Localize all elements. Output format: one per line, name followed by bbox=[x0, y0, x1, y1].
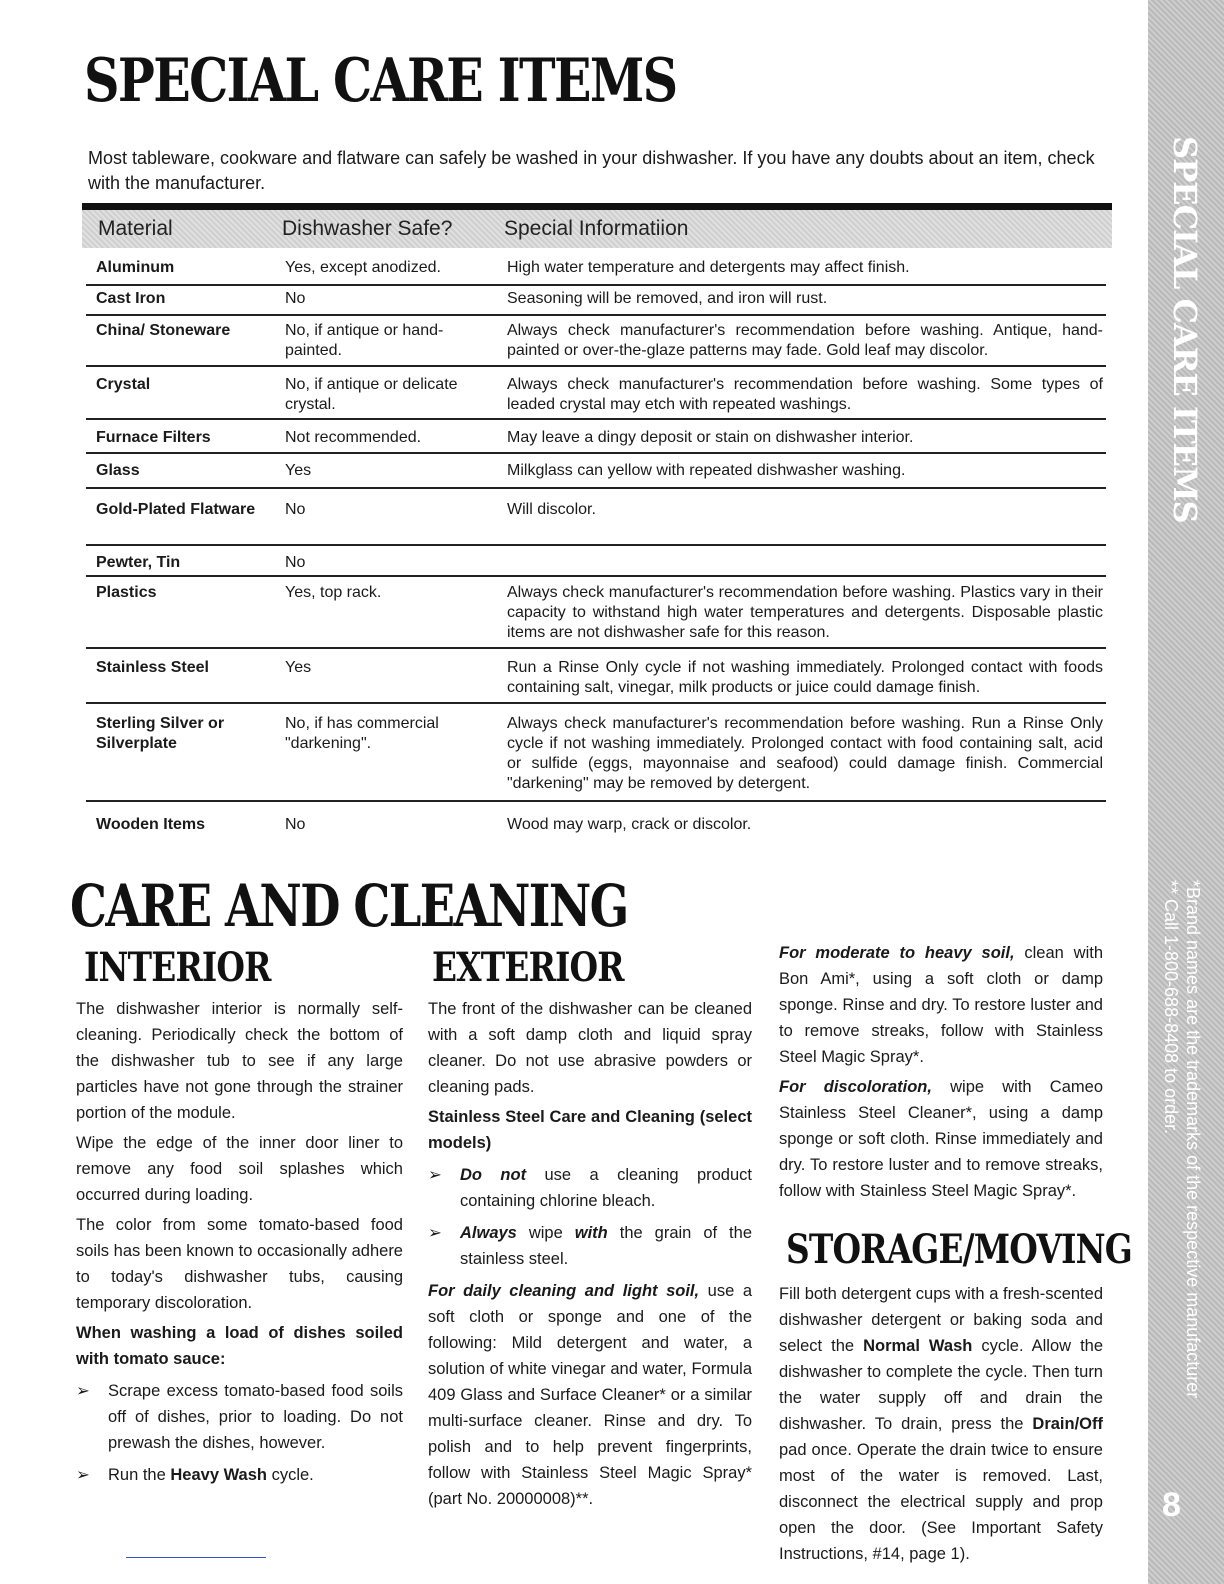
table-row bbox=[86, 258, 1106, 286]
material-cell: Cast Iron bbox=[96, 290, 166, 307]
stainless-heading: Stainless Steel Care and Cleaning (select models) bbox=[428, 1108, 752, 1152]
table-row bbox=[86, 815, 1106, 837]
discoloration-label: For discoloration, bbox=[779, 1078, 932, 1096]
material-cell: Furnace Filters bbox=[96, 429, 211, 446]
material-cell: Gold-Plated Flatware bbox=[96, 501, 256, 518]
table-top-rule bbox=[82, 203, 1112, 210]
bullet-text: Run the bbox=[108, 1466, 171, 1484]
stainless-column bbox=[779, 940, 1103, 1204]
material-cell: Glass bbox=[96, 462, 140, 479]
order-note: ** Call 1-800-688-8408 to order. bbox=[1161, 880, 1181, 1135]
table-row bbox=[86, 500, 1106, 546]
list-item bbox=[76, 1378, 403, 1456]
material-cell: Aluminum bbox=[96, 259, 175, 276]
daily-cleaning-text bbox=[428, 1278, 752, 1512]
material-cell: China/ Stoneware bbox=[96, 322, 231, 339]
table-row bbox=[86, 714, 1106, 802]
safe-cell: No, if has commercial "darkening". bbox=[285, 715, 439, 752]
table-row bbox=[86, 428, 1106, 454]
material-cell: Sterling Silver or Silverplate bbox=[96, 715, 225, 752]
intro-text: Most tableware, cookware and flatware can safely be washed in your dishwasher. If you have any doubts about an item, check with the manufacturer. bbox=[88, 148, 1095, 193]
table-row bbox=[86, 553, 1106, 577]
bullet-text: use a cleaning product containing chlorine bleach. bbox=[460, 1166, 752, 1210]
info-cell: Always check manufacturer's recommendation before washing. Run a Rinse Only cycle if not washing immediately. Prolonged contact with food containing salt, acid or sulfide (eggs, mayonnaise and seafood) could damage finish. Commercial "darkening" may be removed by detergent. bbox=[507, 715, 1103, 792]
safe-cell: Not recommended. bbox=[285, 429, 422, 446]
arrow-bullet-icon: ➢ bbox=[428, 1166, 442, 1184]
interior-p1: The dishwasher interior is normally self-cleaning. Periodically check the bottom of the dishwasher tub to see if any large particles have not gone through the strainer portion of the module. bbox=[76, 1000, 403, 1122]
table-row bbox=[86, 583, 1106, 649]
material-cell: Crystal bbox=[96, 376, 151, 393]
page-number: 8 bbox=[1162, 1486, 1181, 1524]
table-header bbox=[82, 210, 1112, 248]
safe-cell: No bbox=[285, 554, 306, 571]
storage-heading: STORAGE/MOVING bbox=[786, 1226, 1132, 1273]
info-cell: Seasoning will be removed, and iron will rust. bbox=[507, 290, 828, 307]
info-cell: Always check manufacturer's recommendation before washing. Some types of leaded crystal may etch with repeated washings. bbox=[507, 376, 1103, 413]
info-cell: Will discolor. bbox=[507, 501, 596, 518]
arrow-bullet-icon: ➢ bbox=[76, 1466, 90, 1484]
table-row bbox=[86, 321, 1106, 367]
material-cell: Wooden Items bbox=[96, 816, 206, 833]
info-cell: Wood may warp, crack or discolor. bbox=[507, 816, 752, 833]
side-tab bbox=[1148, 0, 1224, 1584]
arrow-bullet-icon: ➢ bbox=[428, 1224, 442, 1242]
arrow-bullet-icon: ➢ bbox=[76, 1382, 90, 1400]
material-cell: Plastics bbox=[96, 584, 157, 601]
tomato-heading: When washing a load of dishes soiled with tomato sauce: bbox=[76, 1324, 403, 1368]
bullet-text: wipe bbox=[516, 1224, 575, 1242]
moderate-soil-text bbox=[779, 940, 1103, 1070]
safe-cell: Yes, except anodized. bbox=[285, 259, 441, 276]
storage-column bbox=[779, 1281, 1103, 1567]
header-material: Material bbox=[98, 217, 173, 240]
exterior-heading: EXTERIOR bbox=[432, 944, 624, 991]
daily-cleaning-label: For daily cleaning and light soil, bbox=[428, 1282, 700, 1300]
heavy-wash-label: Heavy Wash bbox=[170, 1466, 267, 1484]
table-row bbox=[86, 375, 1106, 420]
info-cell: Run a Rinse Only cycle if not washing immediately. Prolonged contact with foods containing salt, vinegar, milk products or juice could damage finish. bbox=[507, 659, 1103, 696]
interior-column bbox=[76, 996, 403, 1488]
safe-cell: Yes, top rack. bbox=[285, 584, 382, 601]
list-item bbox=[76, 1462, 403, 1488]
safe-cell: No bbox=[285, 290, 306, 307]
safe-cell: No, if antique or hand-painted. bbox=[285, 322, 444, 359]
table-row bbox=[86, 289, 1106, 316]
drain-off-label: Drain/Off bbox=[1032, 1415, 1103, 1433]
interior-p3: The color from some tomato-based food soils has been known to occasionally adhere to today's dishwasher tubs, causing temporary discoloration. bbox=[76, 1216, 403, 1312]
discoloration-text bbox=[779, 1074, 1103, 1204]
material-cell: Pewter, Tin bbox=[96, 554, 181, 571]
list-item bbox=[428, 1220, 752, 1272]
with-label: with bbox=[574, 1224, 608, 1242]
storage-text-3: pad once. Operate the drain twice to ensure most of the water is removed. Last, disconnect the electrical supply and prop open the door. (See Important Safety Instructions, #14, page 1). bbox=[779, 1441, 1103, 1563]
storage-text-2: cycle. Allow the dishwasher to complete the cycle. Then turn the water supply off and drain the dishwasher. To drain, press the bbox=[779, 1337, 1104, 1433]
interior-heading: INTERIOR bbox=[84, 944, 271, 991]
discoloration-body: wipe with Cameo Stainless Steel Cleaner*, using a damp sponge or soft cloth. Rinse immediately and dry. To restore luster and to remove streaks, follow with Stainless Steel Magic Spray*. bbox=[779, 1078, 1103, 1200]
interior-p2: Wipe the edge of the inner door liner to remove any food soil splashes which occurred during loading. bbox=[76, 1134, 403, 1204]
moderate-soil-body: clean with Bon Ami*, using a soft cloth or damp sponge. Rinse and dry. To restore luster and to remove streaks, follow with Stainless Steel Magic Spray*. bbox=[779, 944, 1103, 1066]
info-cell: High water temperature and detergents may affect finish. bbox=[507, 259, 910, 276]
info-cell: Milkglass can yellow with repeated dishwasher washing. bbox=[507, 462, 906, 479]
page-title: SPECIAL CARE ITEMS bbox=[84, 46, 677, 116]
safe-cell: No, if antique or delicate crystal. bbox=[285, 376, 458, 413]
normal-wash-label: Normal Wash bbox=[863, 1337, 973, 1355]
info-cell: May leave a dingy deposit or stain on dishwasher interior. bbox=[507, 429, 914, 446]
info-cell: Always check manufacturer's recommendation before washing. Plastics vary in their capacity to withstand high water temperatures and detergents. Disposable plastic items are not dishwasher safe for this reason. bbox=[507, 584, 1103, 641]
storage-text-1: Fill both detergent cups with a fresh-scented dishwasher detergent or baking soda and select the bbox=[779, 1285, 1103, 1355]
bullet-text-end: cycle. bbox=[266, 1466, 314, 1484]
safe-cell: Yes bbox=[285, 659, 312, 676]
list-item bbox=[428, 1162, 752, 1214]
header-dishwasher-safe: Dishwasher Safe? bbox=[282, 217, 453, 240]
exterior-p1: The front of the dishwasher can be cleaned with a soft damp cloth and liquid spray cleaner. Do not use abrasive powders or cleaning pads. bbox=[428, 1000, 752, 1096]
safe-cell: No bbox=[285, 501, 306, 518]
safe-cell: No bbox=[285, 816, 306, 833]
do-not-label: Do not bbox=[460, 1166, 527, 1184]
header-special-information: Special Informatiion bbox=[504, 217, 689, 240]
trademark-note: *Brand names are the trademarks of the respective manufacturer bbox=[1183, 880, 1203, 1399]
footer-rule bbox=[126, 1557, 266, 1558]
side-tab-title: SPECIAL CARE ITEMS bbox=[1166, 136, 1204, 523]
exterior-column bbox=[428, 996, 752, 1512]
bullet-text-end: the grain of the stainless steel. bbox=[460, 1224, 752, 1268]
always-label: Always bbox=[460, 1224, 517, 1242]
safe-cell: Yes bbox=[285, 462, 312, 479]
bullet-text: Scrape excess tomato-based food soils off of dishes, prior to loading. Do not prewash the dishes, however. bbox=[108, 1382, 403, 1452]
table-row bbox=[86, 658, 1106, 704]
storage-text bbox=[779, 1281, 1103, 1567]
daily-cleaning-body: use a soft cloth or sponge and one of the following: Mild detergent and water, a solution of white vinegar and water, Formula 409 Glass and Surface Cleaner* or a similar multi-surface cleaner. Rinse and dry. To polish and to help prevent fingerprints, follow with Stainless Steel Magic Spray* (part No. 20000008)**. bbox=[428, 1282, 752, 1508]
info-cell: Always check manufacturer's recommendation before washing. Antique, hand-painted or over-the-glaze patterns may fade. Gold leaf may discolor. bbox=[507, 322, 1103, 359]
table-row bbox=[86, 461, 1106, 489]
moderate-soil-label: For moderate to heavy soil, bbox=[779, 944, 1015, 962]
material-cell: Stainless Steel bbox=[96, 659, 209, 676]
care-title: CARE AND CLEANING bbox=[70, 872, 628, 940]
